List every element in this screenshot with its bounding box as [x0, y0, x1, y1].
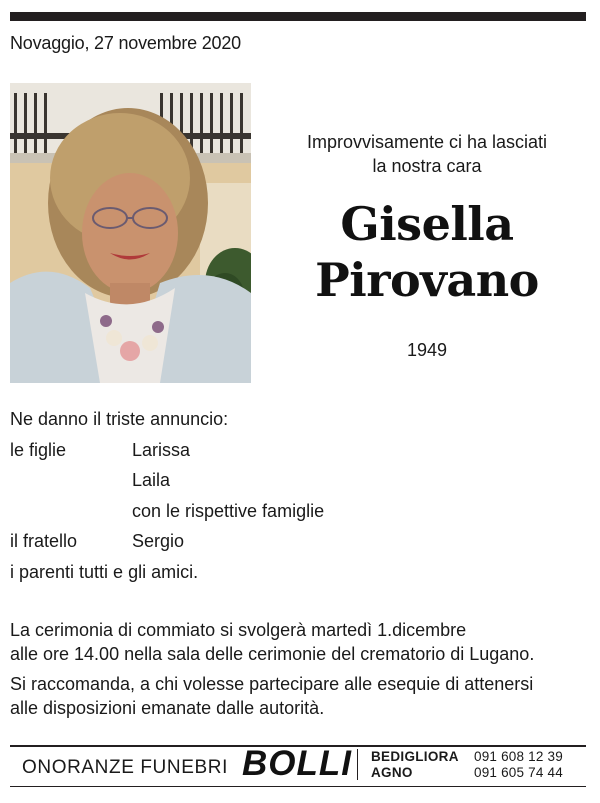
- ceremony-info: [10, 619, 590, 720]
- lead-text: [262, 130, 592, 178]
- lead-line-2: la nostra cara: [372, 156, 482, 176]
- ceremony-line-4: alle disposizioni emanate dalle autorità.: [10, 697, 325, 718]
- funeral-home-locations: [371, 749, 459, 781]
- dateline: Novaggio, 27 novembre 2020: [10, 33, 241, 53]
- ceremony-paragraph: [10, 619, 590, 666]
- ceremony-line-1: La cerimonia di commiato si svolgerà martedì 1.dicembre: [10, 620, 467, 640]
- relation-label: le figlie: [10, 439, 67, 460]
- first-name: Gisella: [340, 197, 514, 251]
- mourner-row: [10, 435, 228, 466]
- mourner-names: Sergio: [132, 531, 185, 551]
- announcement-block: [10, 404, 325, 587]
- announcement-intro: Ne danno il triste annuncio:: [10, 409, 229, 429]
- ceremony-line-3: Si raccomanda, a chi volesse partecipare alle esequie di attenersi: [10, 674, 534, 694]
- lead-line-1: Improvvisamente ci ha lasciati: [306, 132, 548, 152]
- relation-label: il fratello: [10, 531, 78, 551]
- mourner-row: [10, 465, 228, 496]
- portrait-photo: [10, 83, 251, 383]
- request-paragraph: [10, 673, 590, 720]
- funeral-home-phones: [474, 749, 563, 781]
- announcement-closing: i parenti tutti e gli amici.: [10, 561, 199, 582]
- ceremony-line-2: alle ore 14.00 nella sala delle cerimonie del crematorio di Lugano.: [10, 643, 535, 664]
- location-2: AGNO: [371, 765, 413, 780]
- last-name: Pirovano: [315, 253, 539, 307]
- top-rule: [10, 12, 586, 21]
- mourner-row: [10, 496, 325, 527]
- location-1: BEDIGLIORA: [371, 749, 459, 764]
- mourner-names: Laila: [132, 470, 171, 490]
- phone-2: 091 605 74 44: [474, 765, 563, 780]
- footer-bottom-rule: [10, 786, 586, 787]
- funeral-home-label: ONORANZE FUNEBRI: [22, 757, 228, 778]
- deceased-name: [262, 196, 592, 308]
- footer-divider: [357, 749, 358, 780]
- funeral-home-logo: BOLLI: [242, 744, 352, 783]
- birth-year: 1949: [406, 340, 448, 360]
- phone-1: 091 608 12 39: [474, 749, 563, 764]
- mourner-names: Larissa: [132, 439, 191, 460]
- mourner-row: [10, 526, 228, 557]
- mourner-names: con le rispettive famiglie: [132, 500, 325, 521]
